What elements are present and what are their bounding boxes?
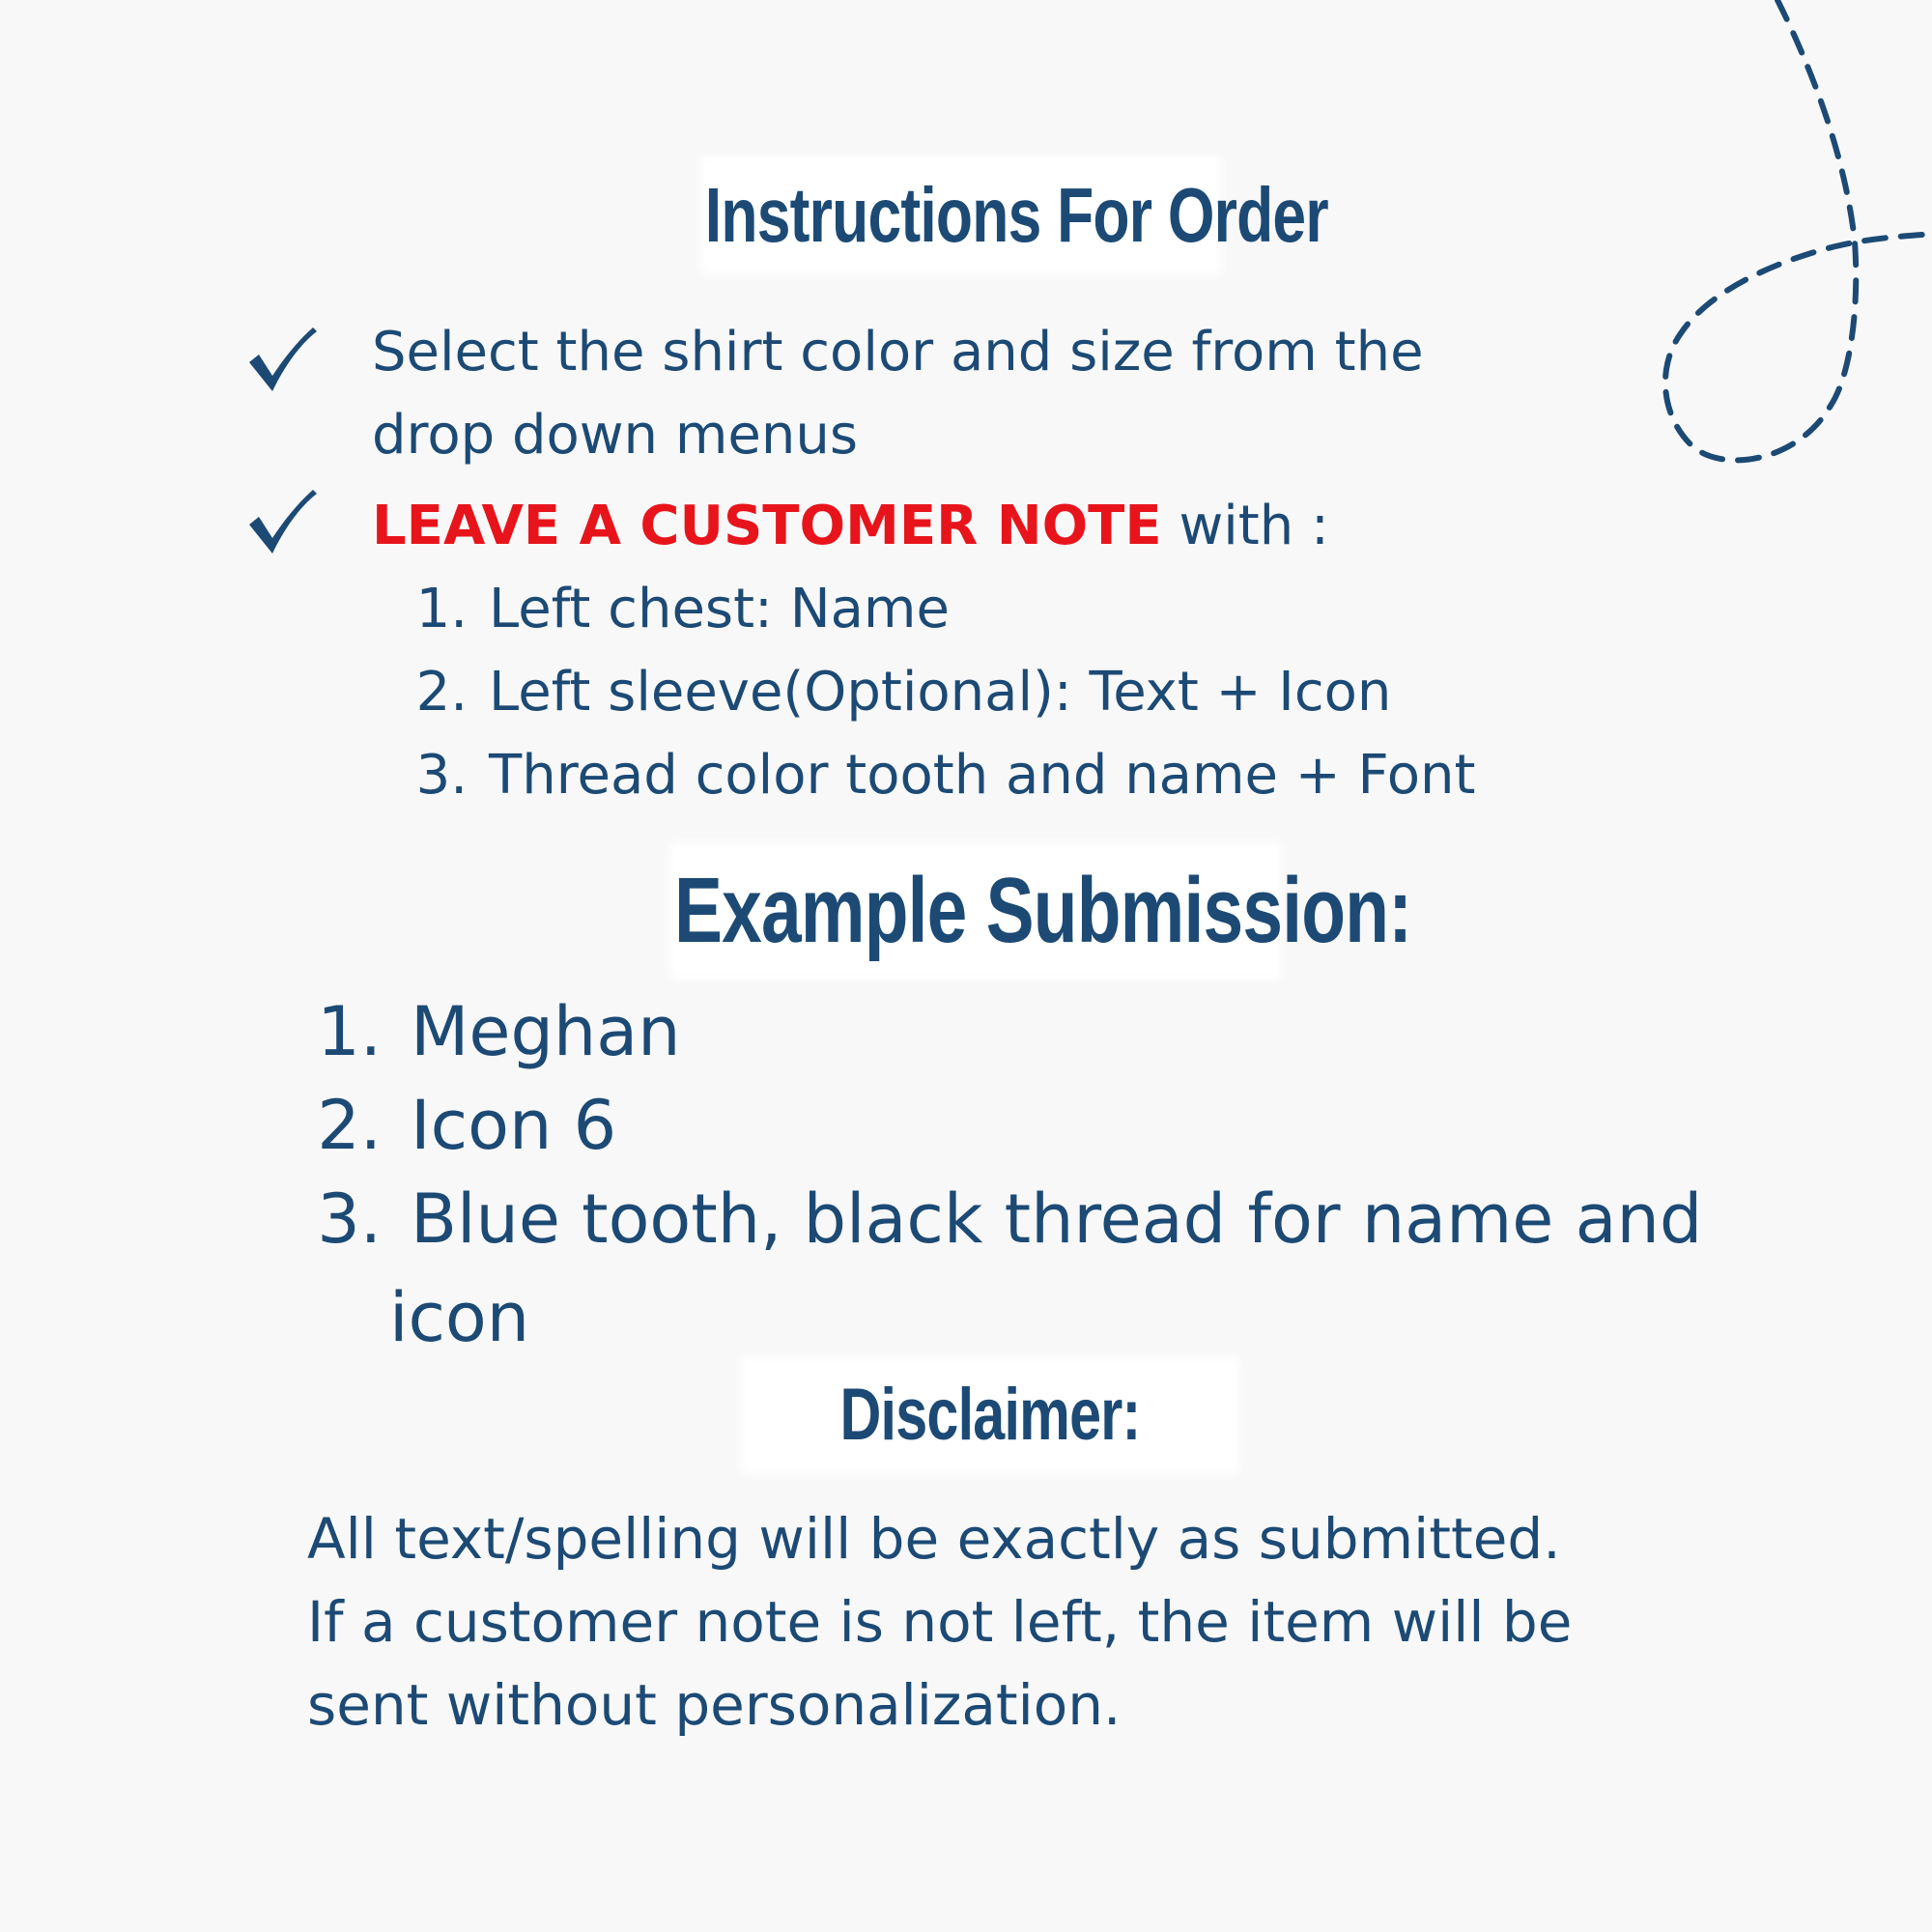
example-item [285,1079,616,1172]
checkmark-icon [243,324,321,401]
instructions-heading: Instructions For Order [705,162,1217,269]
disclaimer-line: If a customer note is not left, the item will be [307,1589,1573,1655]
disclaimer-line: sent without personalization. [307,1672,1122,1738]
example-item [285,1173,1702,1265]
note-item [406,568,950,651]
note-item-text: Left chest: Name [489,578,950,640]
step-1-line-1: Select the shirt color and size from the [372,321,1424,384]
example-item [285,985,681,1078]
note-item-number: 3. [415,744,468,807]
note-item-text: Left sleeve(Optional): Text + Icon [489,661,1392,724]
customer-note-emphasis: LEAVE A CUSTOMER NOTE [372,495,1162,557]
example-item-continuation: icon [389,1278,530,1357]
example-item-text: Meghan [411,992,681,1071]
note-item-number: 2. [415,661,468,724]
disclaimer-heading: Disclaimer: [746,1362,1236,1468]
disclaimer-text [307,1497,1572,1747]
dashed-loop-decoration [1642,0,1932,483]
checkmark-icon [243,486,321,563]
note-item-text: Thread color tooth and name + Font [489,744,1476,807]
example-item-text: Blue tooth, black thread for name and [411,1179,1703,1259]
example-item-number: 3. [317,1179,382,1259]
disclaimer-line: All text/spelling will be exactly as submitted. [307,1506,1561,1572]
step-1-line-2: drop down menus [372,404,859,467]
example-item-number: 2. [317,1086,382,1165]
step-2-line [372,485,1329,568]
note-item-number: 1. [415,578,468,640]
note-item [406,734,1475,817]
example-item-text: Icon 6 [411,1086,617,1165]
step-2-rest: with : [1161,495,1329,557]
example-heading: Example Submission: [674,848,1277,974]
note-item [406,651,1391,734]
example-item-number: 1. [317,992,382,1071]
